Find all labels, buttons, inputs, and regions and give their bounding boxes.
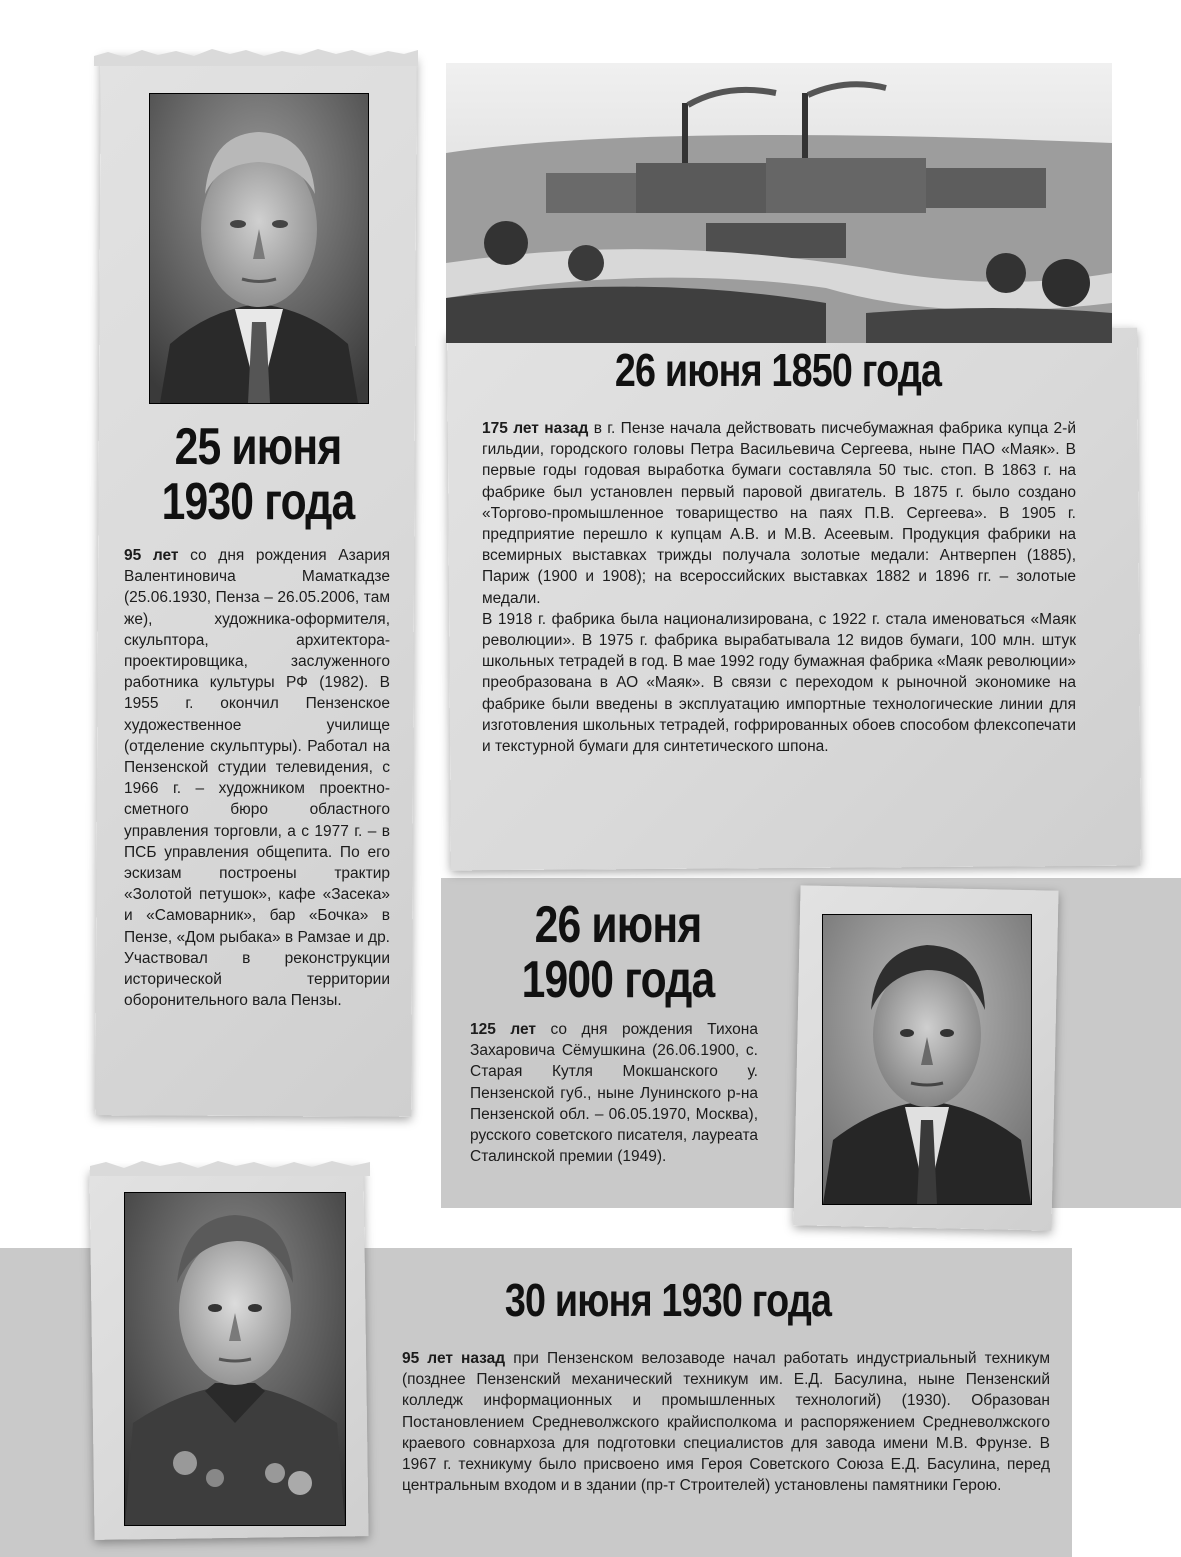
article1-text — [124, 545, 390, 1011]
article4-lead: 95 лет назад — [402, 1350, 506, 1367]
article3-heading-line1: 26 июня — [534, 896, 702, 954]
article3-body: со дня рождения Тихона Захаровича Сёмушкина (26.06.1900, с. Старая Кутля Мокшанского у. Пензенской губ., ныне Лунинского р-на Пензенской обл. – 06.05.1970, Москва), русского советского писателя, лауреата Сталинской премии (1949). — [470, 1021, 758, 1166]
article1-heading-line2: 1930 года — [161, 472, 355, 531]
article2-heading: 26 июня 1850 года — [614, 344, 942, 396]
article3-heading — [495, 898, 741, 1007]
article4-body: при Пензенском велозаводе начал работать индустриальный техникум (позднее Пензенский механический техникум им. Е.Д. Басулина, ныне Пензенский колледж информационных и промышленных технологий) (1930). Образован Постановлением Средневолжского крайисполкома и распоряжением Средневолжского краевого совнархоза для подготовки специалистов для завода имени М.В. Фрунзе. В 1967 г. техникуму было присвоено имя Героя Советского Союза Е.Д. Басулина, перед центральным входом и в здании (пр-т Строителей) установлены памятники Герою. — [402, 1350, 1051, 1495]
portrait-mamatkadze — [149, 93, 369, 404]
article2-text — [482, 418, 1076, 757]
article3-heading-line2: 1900 года — [521, 950, 715, 1009]
article1-heading — [135, 420, 381, 529]
torn-edge-top-article1 — [94, 44, 418, 66]
torn-edge-top-photo-basulin — [90, 1156, 370, 1176]
article3-lead: 125 лет — [470, 1021, 536, 1038]
portrait-semushkin — [822, 914, 1032, 1205]
article4-heading: 30 июня 1930 года — [504, 1274, 832, 1326]
article4-text — [402, 1348, 1050, 1496]
article1-heading-line1: 25 июня — [174, 418, 342, 476]
article2-body-2: В 1918 г. фабрика была национализирована, с 1922 г. стала именоваться «Маяк революции». В 1975 г. фабрика вырабатывала 12 видов бумаги, 100 млн. штук школьных тетрадей в год. В мае 1992 году бумажная фабрика «Маяк революции» преобразована в АО «Маяк». В связи с переходом к рыночной экономике на фабрике были введены в эксплуатацию импортные технологические линии для изготовления школьных тетрадей, гофрированных обоев способом флексопечати и текстурной бумаги для синтетического шпона. — [482, 610, 1076, 756]
portrait-basulin — [124, 1192, 346, 1526]
article1-lead: 95 лет — [124, 547, 179, 564]
article2-body: в г. Пензе начала действовать писчебумажная фабрика купца 2-й гильдии, городского головы Петра Васильевича Сергеева, ныне ПАО «Маяк». В первые годы годовая выработка бумаги составляла 50 тыс. стоп. В 1863 г. на фабрике был установлен первый паровой двигатель. В 1875 г. было создано «Торгово-промышленное товарищество на паях П.В. Сергеева». В 1905 г. предприятие перешло к купцам А.В. и М.В. Асеевым. Продукция фабрики на всемирных выставках трижды получала золотые медали: Антверпен (1885), Париж (1900 и 1908); на всероссийских выставках 1882 и 1896 гг. – золотые медали. — [482, 420, 1076, 607]
article1-body: со дня рождения Азария Валентиновича Маматкадзе (25.06.1930, Пенза – 26.05.2006, там же), художника-оформителя, скульптора, архитектора-проектировщика, заслуженного работника культуры РФ (1982). В 1955 г. окончил Пензенское художественное училище (отделение скульптуры). Работал на Пензенской студии телевидения, с 1966 г. – художником проектно-сметного бюро областного управления торговли, а с 1977 г. – в ПСБ управления общепита. По его эскизам построены трактир «Золотой петушок», кафе «Засека» и «Самоварник», бар «Бочка» в Пензе, «Дом рыбака» в Рамзае и др. Участвовал в реконструкции исторической территории оборонительного вала Пензы. — [124, 547, 390, 1010]
article3-text — [470, 1019, 758, 1167]
article2-lead: 175 лет назад — [482, 420, 589, 437]
factory-engraving — [446, 63, 1112, 343]
